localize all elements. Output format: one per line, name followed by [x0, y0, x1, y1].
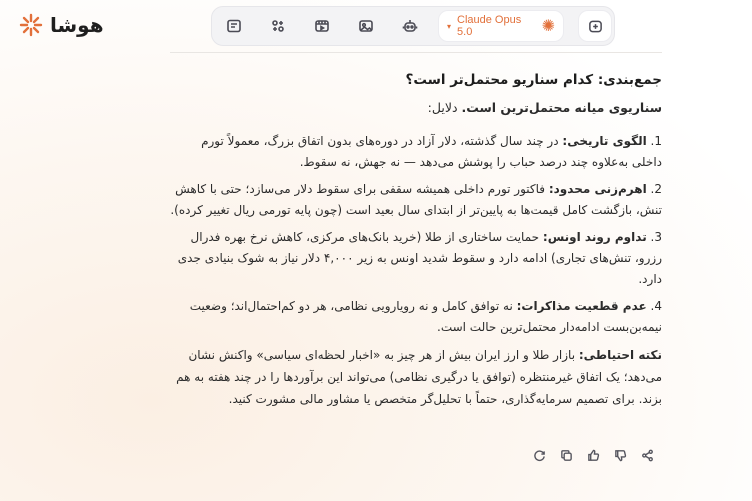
assistant-bot-icon [402, 18, 418, 34]
message-lead [170, 100, 662, 115]
claude-star-icon: ✺ [541, 16, 555, 35]
list-item [170, 179, 662, 221]
item-number: 3. [650, 230, 662, 244]
header-divider [170, 52, 662, 53]
item-number: 4. [650, 299, 662, 313]
chevron-down-icon: ▾ [447, 21, 452, 31]
app-logo[interactable] [18, 12, 104, 38]
item-title: الگوی تاریخی: [562, 134, 647, 148]
dislike-icon [614, 449, 627, 462]
lead-bold: سناریوی میانه محتمل‌ترین است. [461, 100, 662, 115]
item-number: 1. [650, 134, 662, 148]
logo-icon [18, 12, 44, 38]
regenerate-icon [533, 449, 546, 462]
assistant-message [170, 64, 662, 410]
note-text: بازار طلا و ارز ایران بیش از هر چیز به «اخبار لحظه‌ای سیاسی» واکنش نشان می‌دهد؛ یک اتفاق غیرمنتظره (توافق یا درگیری نظامی) می‌تواند این برآوردها را در چند هفته به هم بزند. برای تصمیم سرمایه‌گذاری، حتماً با تحلیل‌گر متخصص یا مشاور مالی مشورت کنید. [176, 348, 662, 406]
item-title: اهرم‌زنی محدود: [548, 182, 647, 196]
note-title: نکته احتیاطی: [578, 348, 662, 362]
list-item [170, 227, 662, 290]
item-title: عدم قطعیت مذاکرات: [516, 299, 647, 313]
reasons-list [170, 131, 662, 338]
new-chat-button[interactable] [578, 10, 612, 42]
new-chat-icon [588, 19, 603, 34]
model-label: Claude Opus 5.0 [457, 14, 522, 38]
item-number: 2. [650, 182, 662, 196]
copy-button[interactable] [559, 448, 574, 463]
item-text: در چند سال گذشته، دلار آزاد در دوره‌های بدون اتفاق بزرگ، معمولاً تورم داخلی به‌علاوه چند درصد حباب را پوشش می‌دهد — نه جهش، نه سقوط. [201, 134, 662, 169]
caution-note [170, 344, 662, 410]
like-icon [587, 449, 600, 462]
lead-rest: دلایل: [427, 100, 462, 115]
logo-text: هوشا [50, 13, 104, 37]
message-actions [532, 448, 655, 463]
list-item [170, 131, 662, 173]
like-button[interactable] [586, 448, 601, 463]
item-text: فاکتور تورم داخلی همیشه سقفی برای سقوط دلار می‌سازد؛ حتی با کاهش تنش، بازگشت کامل قیمت‌ها به پایین‌تر از ابتدای سال بعید است (چون پایه تورمی ریال تغییر کرده). [170, 182, 662, 217]
image-gen-icon [358, 18, 374, 34]
plugins-icon [270, 18, 286, 34]
top-toolbar [211, 6, 615, 46]
regenerate-button[interactable] [532, 448, 547, 463]
media-icon [314, 18, 330, 34]
message-heading: جمع‌بندی: کدام سناریو محتمل‌تر است؟ [405, 72, 662, 88]
plugins-button[interactable] [256, 6, 300, 46]
history-button[interactable] [212, 6, 256, 46]
item-title: تداوم روند اونس: [542, 230, 647, 244]
item-text: نه توافق کامل و نه رویارویی نظامی، هر دو کم‌احتمال‌اند؛ وضعیت نیمه‌بن‌بست ادامه‌دار محتمل‌ترین حالت است. [189, 299, 662, 334]
share-icon [641, 449, 654, 462]
dislike-button[interactable] [613, 448, 628, 463]
list-item [170, 296, 662, 338]
copy-icon [560, 449, 573, 462]
item-text: حمایت ساختاری از طلا (خرید بانک‌های مرکزی، کاهش نرخ بهره فدرال رزرو، تنش‌های تجاری) ادامه دارد و سقوط شدید اونس به زیر ۴,۰۰۰ دلار نیاز به شوک بنیادی جدی دارد. [177, 230, 662, 286]
model-selector[interactable] [438, 10, 564, 42]
share-button[interactable] [640, 448, 655, 463]
history-icon [226, 18, 242, 34]
image-gen-button[interactable] [344, 6, 388, 46]
assistant-bot-button[interactable] [388, 6, 432, 46]
media-button[interactable] [300, 6, 344, 46]
